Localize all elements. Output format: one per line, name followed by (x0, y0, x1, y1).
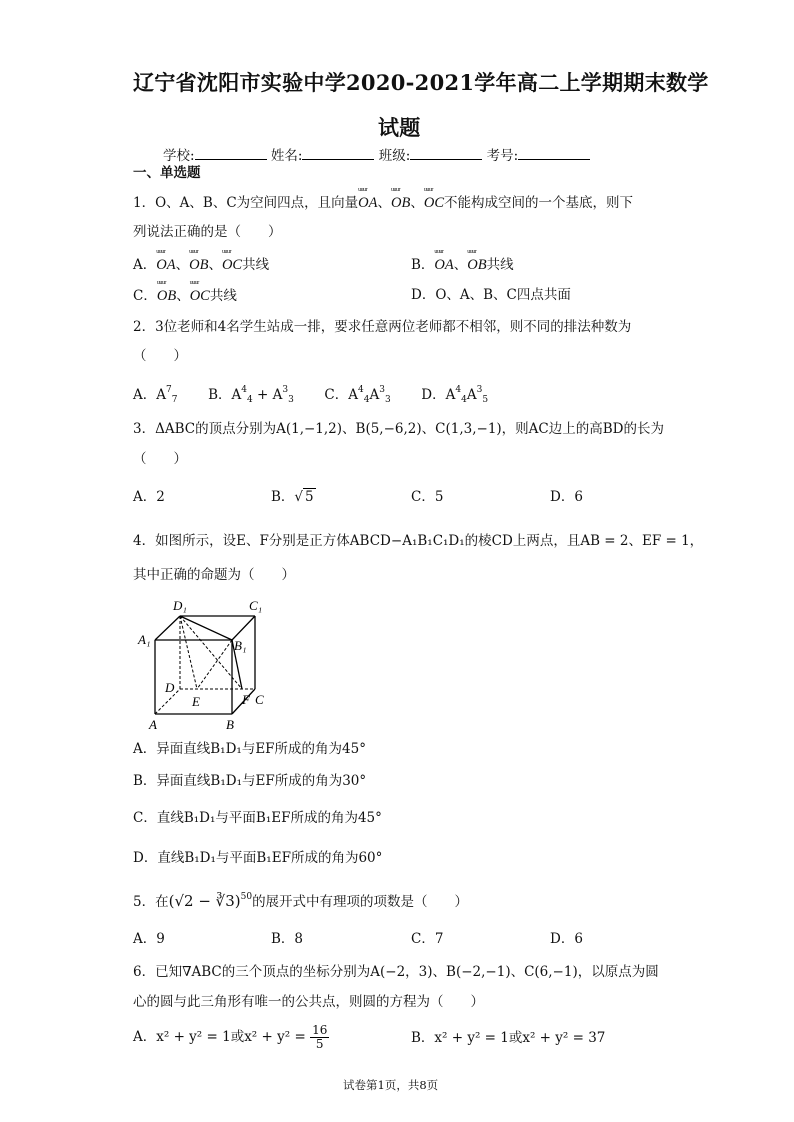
cube-figure (135, 596, 275, 736)
q3-paren: （ ） (133, 451, 187, 467)
q1-option-b (411, 258, 514, 273)
vector-ob: uuur OB (467, 258, 486, 273)
q2-options (133, 386, 488, 405)
q6-text: 6．已知∇ABC的三个顶点的坐标分别为A(−2，3)、B(−2,−1)、C(6,−1)，以原点为圆 (133, 964, 659, 980)
q1-text-a: 1．O、A、B、C为空间四点，且向量 (133, 195, 359, 211)
vector-oc: uuur OC (424, 196, 444, 211)
q6-option-a (133, 1024, 329, 1051)
q1-line1 (133, 196, 633, 211)
q4-option-b: B．异面直线B₁D₁与EF所成的角为30° (133, 773, 367, 789)
q6-opt-a-expr: x² + y² = 1或x² + y² = (156, 1029, 306, 1045)
q2-option-c: C．$A^4_4A^3_3$ (324, 385, 391, 405)
q2-option-b: B．$A^4_4 + A^3_3$ (208, 385, 294, 405)
vector-oc: uuur OC (190, 289, 210, 304)
vector-ob: uuur OB (157, 289, 176, 304)
label-a: A (149, 717, 157, 732)
label-d1: D₁ (173, 598, 187, 613)
page-footer: 试卷第1页，共8页 (343, 1078, 439, 1092)
fraction: $\frac{16}{5}$ (312, 1023, 328, 1051)
opt-tail: 共线 (209, 288, 237, 304)
label-a1: A₁ (138, 632, 151, 647)
q1-option-d: D．O、A、B、C四点共面 (411, 287, 571, 303)
exam-no-blank (518, 147, 590, 160)
label-f: F (242, 692, 250, 707)
section-heading: 一、单选题 (133, 165, 201, 181)
q1-option-a (133, 258, 269, 273)
opt-tail: 共线 (486, 257, 514, 273)
info-line (163, 147, 590, 164)
q5-expression: (√2 − ∛3) (168, 892, 241, 910)
school-label: 学校: (163, 148, 195, 164)
sep: 、 (377, 195, 391, 211)
opt-tail: 共线 (242, 257, 270, 273)
q5-option-b: B．8 (271, 931, 304, 947)
name-label: 姓名: (270, 148, 303, 164)
label-c: C (255, 692, 264, 707)
label-c1: C₁ (249, 598, 263, 613)
opt-label: C． (133, 288, 157, 304)
sep: 、 (175, 257, 190, 273)
sep: 、 (176, 288, 190, 304)
q3-option-c: C．5 (411, 489, 444, 505)
q4-text: 4．如图所示，设E、F分别是正方体ABCD−A₁B₁C₁D₁的棱CD上两点，且AB = 2、EF = 1， (133, 533, 704, 549)
vector-oa: uuur OA (156, 258, 175, 273)
sep: 、 (453, 257, 468, 273)
q4-option-c: C．直线B₁D₁与平面B₁EF所成的角为45° (133, 810, 382, 826)
sep: 、 (410, 195, 424, 211)
q2-paren: （ ） (133, 348, 187, 364)
name-blank (302, 147, 374, 160)
vector-oc: uuur OC (222, 258, 242, 273)
q5-text (133, 893, 468, 910)
label-b: B (226, 717, 234, 732)
vector-ob: uuur OB (391, 196, 410, 211)
q3-option-a: A．2 (133, 489, 165, 505)
q6-text2: 心的圆与此三角形有唯一的公共点，则圆的方程为（ ） (133, 994, 484, 1010)
q2-text: 2．3位老师和4名学生站成一排，要求任意两位老师都不相邻，则不同的排法种数为 (133, 319, 632, 335)
q5-option-d: D．6 (550, 931, 583, 947)
q1-line2: 列说法正确的是（ ） (133, 224, 282, 240)
q4-text2: 其中正确的命题为（ ） (133, 567, 295, 583)
label-e: E (192, 694, 200, 709)
vector-oa: uuur OA (358, 196, 377, 211)
q2-option-a: A．$A^7_7$ (133, 385, 178, 405)
vector-oa: uuur OA (434, 258, 453, 273)
opt-label: B． (411, 257, 435, 273)
sep: 、 (208, 257, 222, 273)
q5-exponent: 50 (240, 892, 253, 902)
q1-option-c (133, 289, 237, 304)
q5-option-c: C．7 (411, 931, 444, 947)
school-blank (195, 147, 267, 160)
page-title-line2: 试题 (378, 115, 421, 140)
page-title-line1: 辽宁省沈阳市实验中学2020-2021学年高二上学期期末数学 (133, 70, 709, 95)
label-d: D (165, 680, 175, 695)
label-b1: B₁ (234, 638, 247, 653)
q2-option-d: D．$A^4_4A^3_5$ (421, 385, 489, 405)
q3-text: 3．ΔABC的顶点分别为A(1,−1,2)、B(5,−6,2)、C(1,3,−1)，则AC边上的高BD的长为 (133, 421, 664, 437)
q1-text-b: 不能构成空间的一个基底，则下 (444, 195, 633, 211)
opt-label: A． (133, 257, 157, 273)
class-blank (410, 147, 482, 160)
q3-option-d: D．6 (550, 489, 583, 505)
q5-text-b: 的展开式中有理项的项数是（ ） (252, 894, 469, 910)
class-label: 班级: (378, 148, 411, 164)
q4-option-d: D．直线B₁D₁与平面B₁EF所成的角为60° (133, 850, 383, 866)
q5-text-a: 5．在 (133, 894, 169, 910)
q5-option-a: A．9 (133, 931, 165, 947)
q3-option-b: B．√ 5 (271, 489, 314, 505)
opt-label: A． (133, 1029, 157, 1045)
vector-ob: uuur OB (189, 258, 208, 273)
q4-option-a: A．异面直线B₁D₁与EF所成的角为45° (133, 741, 366, 757)
exam-no-label: 考号: (486, 148, 519, 164)
q6-option-b: B．x² + y² = 1或x² + y² = 37 (411, 1030, 606, 1046)
